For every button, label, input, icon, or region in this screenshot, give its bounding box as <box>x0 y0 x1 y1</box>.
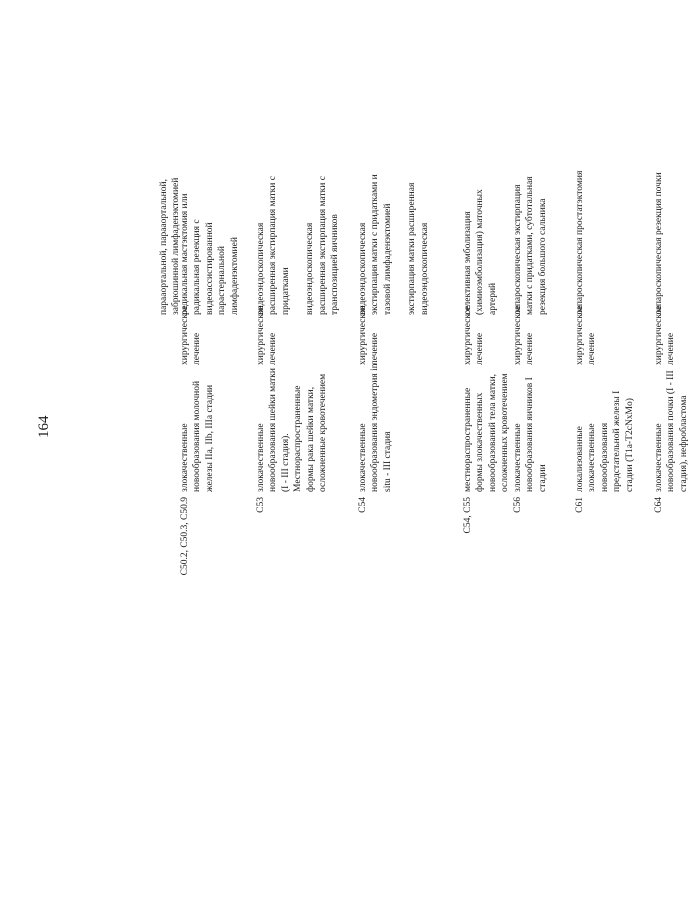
method-paragraph <box>255 176 292 315</box>
diagnosis-line: новообразования <box>599 422 610 492</box>
method-line: лапароскопическая экстирпация <box>513 184 523 315</box>
diagnosis-line: стадии <box>537 464 548 492</box>
method-line: придатками <box>280 267 291 315</box>
method-paragraph <box>574 171 586 315</box>
diagnosis-line: Местнораспространенные <box>293 385 304 492</box>
method-line: забрюшинной лимфаденэктомией <box>171 177 182 315</box>
method-paragraph <box>406 174 431 315</box>
method-line: резекция большого сальника <box>537 198 548 315</box>
method-line: артерий <box>487 282 498 315</box>
diagnosis-line: осложненных кровотечением <box>500 373 511 492</box>
method-line: видеоэндоскопическая <box>256 222 266 315</box>
method-line: расширенная экстирпация матки с <box>268 176 279 315</box>
method-line: радикальная резекция с <box>192 219 203 315</box>
method-paragraph <box>304 176 341 315</box>
treatment-method <box>574 171 598 315</box>
diagnosis-code: C56 <box>513 497 523 513</box>
method-line: видеоэндоскопическая <box>358 222 368 315</box>
diagnosis-line: новообразования эндометрия in <box>370 363 381 492</box>
diagnosis-line: злокачественные <box>513 423 523 492</box>
diagnosis-line: местнораспространенные <box>463 387 473 492</box>
diagnosis-line: железы IIa, IIb, IIIa стадии <box>204 384 215 492</box>
treatment-line: хирургическое <box>256 305 266 365</box>
method-line: лапароскопическая простатэктомия <box>575 170 585 315</box>
method-paragraph <box>179 194 241 315</box>
method-line: видеоэндоскопическая <box>419 222 430 315</box>
treatment-method <box>512 176 561 315</box>
method-line: экстирпация матки с придатками и <box>370 174 381 315</box>
diagnosis-code: C50.2, C50.3, C50.9 <box>180 497 190 576</box>
page-number: 164 <box>36 415 52 438</box>
diagnosis-line: предстательной железы I <box>612 390 623 492</box>
treatment-line: лечение <box>268 332 279 365</box>
method-paragraph <box>653 172 665 315</box>
method-line: видеоассистированной <box>204 222 215 315</box>
treatment-line: лечение <box>587 332 598 365</box>
method-line: радикальная мастэктомия или <box>180 193 190 315</box>
treatment-line: лечение <box>192 332 203 365</box>
treatment-line: хирургическое <box>463 305 473 365</box>
method-line: селективная эмболизация <box>463 211 473 315</box>
diagnosis-line: стадия), нефробластома <box>678 395 689 492</box>
diagnosis-line: новообразования шейки матки <box>268 368 279 492</box>
treatment-method <box>357 174 443 315</box>
diagnosis-line: осложненные кровотечением <box>318 373 329 492</box>
treatment-method <box>179 194 253 315</box>
method-paragraph <box>462 189 499 315</box>
method-line: расширенная экстирпация матки с <box>317 176 328 315</box>
method-line: транспозицией яичников <box>330 214 341 315</box>
method-paragraph <box>512 176 549 315</box>
treatment-line: лечение <box>666 332 677 365</box>
diagnosis-line: злокачественные <box>654 423 664 492</box>
diagnosis-text <box>653 370 690 492</box>
diagnosis-text <box>512 377 549 492</box>
diagnosis-text <box>357 363 394 492</box>
diagnosis-text <box>462 373 512 492</box>
diagnosis-line: злокачественные <box>587 423 598 492</box>
diagnosis-line: новообразования яичников I <box>525 377 536 492</box>
diagnosis-code: C64 <box>654 497 664 513</box>
treatment-line: хирургическое <box>513 305 523 365</box>
method-line: экстирпация матки расширенная <box>407 182 418 315</box>
diagnosis-line: новообразований тела матки, <box>487 373 498 492</box>
diagnosis-text <box>574 391 636 492</box>
diagnosis-line: новообразования молочной <box>192 380 203 492</box>
method-line: парастернальной <box>217 246 228 315</box>
diagnosis-line: (I - III стадия). <box>280 433 291 492</box>
diagnosis-line: злокачественные <box>256 423 266 492</box>
treatment-method <box>255 176 353 315</box>
treatment-line: лечение <box>525 332 536 365</box>
diagnosis-code: C54, C55 <box>463 497 473 534</box>
method-line: парааортальной, парааортальной, <box>159 179 169 315</box>
diagnosis-line: стадии (T1a-T2cNxMo) <box>624 398 635 492</box>
treatment-line: хирургическое <box>180 305 190 365</box>
diagnosis-text <box>179 381 216 492</box>
treatment-method <box>462 189 511 315</box>
method-line: матки с придатками, субтотальная <box>525 176 536 315</box>
treatment-method <box>653 172 677 315</box>
method-line: видеоэндоскопическая <box>305 222 316 315</box>
method-paragraph <box>357 174 394 315</box>
method-line: тазовой лимфаденэктомией <box>382 203 393 315</box>
treatment-line: хирургическое <box>654 305 664 365</box>
method-line: лапароскопическая резекция почки <box>654 172 664 315</box>
treatment-line: лечение <box>370 332 381 365</box>
diagnosis-line: новообразования почки (I - III <box>666 370 677 492</box>
treatment-line: хирургическое <box>358 305 368 365</box>
treatment-line: лечение <box>475 332 486 365</box>
diagnosis-code: C54 <box>358 497 368 513</box>
diagnosis-code: C61 <box>575 497 585 513</box>
diagnosis-text <box>255 368 329 492</box>
treatment-line: хирургическое <box>575 305 585 365</box>
method-line: (химиоэмболизация) маточных <box>475 189 486 315</box>
diagnosis-line: situ - III стадия <box>382 431 393 492</box>
diagnosis-line: злокачественные <box>358 423 368 492</box>
method-line: лимфаденэктомией <box>229 237 240 315</box>
diagnosis-line: злокачественные <box>180 423 190 492</box>
diagnosis-code: C53 <box>256 497 266 513</box>
diagnosis-line: формы рака шейки матки, <box>305 386 316 492</box>
diagnosis-line: локализованные <box>575 426 585 492</box>
diagnosis-line: формы злокачественных <box>475 392 486 492</box>
